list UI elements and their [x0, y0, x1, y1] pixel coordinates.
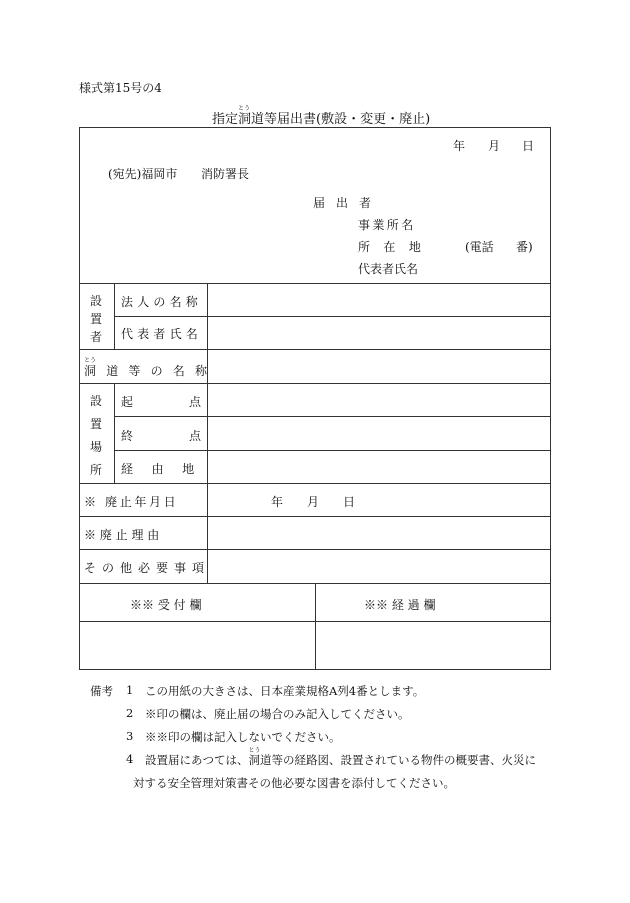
date-month-label: 月 — [488, 139, 501, 153]
other-label: その他必要事項 — [84, 561, 211, 575]
place-label-1: 設 — [90, 394, 103, 408]
note-text: 設置届にあつては、 とう 洞道等の経路図、設置されている物件の概要書、火災に — [145, 747, 536, 767]
tunnel-name-label: とう 洞道等の名称 — [84, 357, 218, 378]
note-number: 4 — [126, 752, 134, 766]
via-field[interactable] — [208, 451, 550, 483]
date-year-label: 年 — [453, 139, 466, 153]
installer-rep-field[interactable] — [208, 317, 550, 349]
start-point-field[interactable] — [208, 384, 550, 416]
office-name-label: 事業所名 — [358, 218, 416, 232]
place-label-4: 所 — [90, 463, 103, 477]
tunnel-ruby: とう — [84, 357, 97, 364]
abolish-date-month: 月 — [307, 495, 320, 509]
note-ruby: とう — [248, 747, 261, 754]
abolish-date-year: 年 — [271, 495, 284, 509]
tunnel-name-field[interactable] — [208, 350, 550, 383]
notes-heading: 備考 — [90, 684, 113, 698]
receipt-field — [80, 622, 314, 669]
end-point-field[interactable] — [208, 417, 550, 450]
abolish-date-day: 日 — [343, 495, 356, 509]
page-title: 指定 とう 洞道等届出書(敷設・変更・廃止) — [212, 105, 431, 127]
via-label: 経由地 — [121, 462, 213, 476]
installer-label-2: 置 — [90, 312, 103, 326]
corp-name-field[interactable] — [208, 284, 550, 316]
end-point-label-a: 終 — [121, 429, 134, 443]
corp-name-label: 法人の名称 — [121, 295, 203, 309]
note-number: 3 — [126, 729, 134, 743]
note-number: 1 — [126, 683, 134, 697]
installer-label-3: 者 — [90, 330, 103, 344]
place-label-3: 場 — [90, 440, 103, 454]
note-text: ※印の欄は、廃止届の場合のみ記入してください。 — [145, 707, 410, 721]
form-number: 様式第15号の4 — [79, 81, 162, 95]
notifier-label: 届 出 者 — [313, 196, 375, 210]
note-number: 2 — [126, 706, 134, 720]
note-text-continuation: 対する安全管理対策書その他必要な図書を添付してください。 — [133, 776, 455, 790]
date-day-label: 日 — [522, 139, 535, 153]
note-text: ※※印の欄は記入しないでください。 — [145, 730, 341, 744]
col-divider — [114, 383, 115, 483]
installer-label-1: 設 — [90, 294, 103, 308]
abolish-reason-label: ※ 廃 止 理 由 — [84, 528, 160, 542]
abolish-reason-field[interactable] — [208, 517, 550, 549]
start-point-label-b: 点 — [189, 395, 202, 409]
receipt-column-label: ※※ 受 付 欄 — [130, 598, 202, 612]
abolish-date-field[interactable] — [208, 484, 550, 516]
progress-field — [316, 622, 550, 669]
installer-rep-label: 代表者氏名 — [121, 327, 203, 341]
start-point-label-a: 起 — [121, 395, 134, 409]
addressee: (宛先)福岡市 — [108, 167, 178, 181]
place-label-2: 置 — [90, 417, 103, 431]
fire-station-chief: 消防署長 — [201, 167, 250, 181]
col-divider — [114, 283, 115, 349]
abolish-date-label: ※ 廃止年月日 — [84, 495, 179, 509]
location-label: 所 在 地 — [358, 240, 426, 254]
title-ruby: とう — [238, 105, 251, 112]
other-field[interactable] — [208, 550, 550, 583]
end-point-label-b: 点 — [189, 429, 202, 443]
note-text: この用紙の大きさは、日本産業規格A列4番とします。 — [145, 684, 425, 698]
phone-label: (電話 — [465, 240, 494, 254]
progress-column-label: ※※ 経 過 欄 — [364, 598, 436, 612]
phone-ban-label: 番) — [516, 240, 533, 254]
representative-name-label: 代表者氏名 — [358, 262, 419, 276]
